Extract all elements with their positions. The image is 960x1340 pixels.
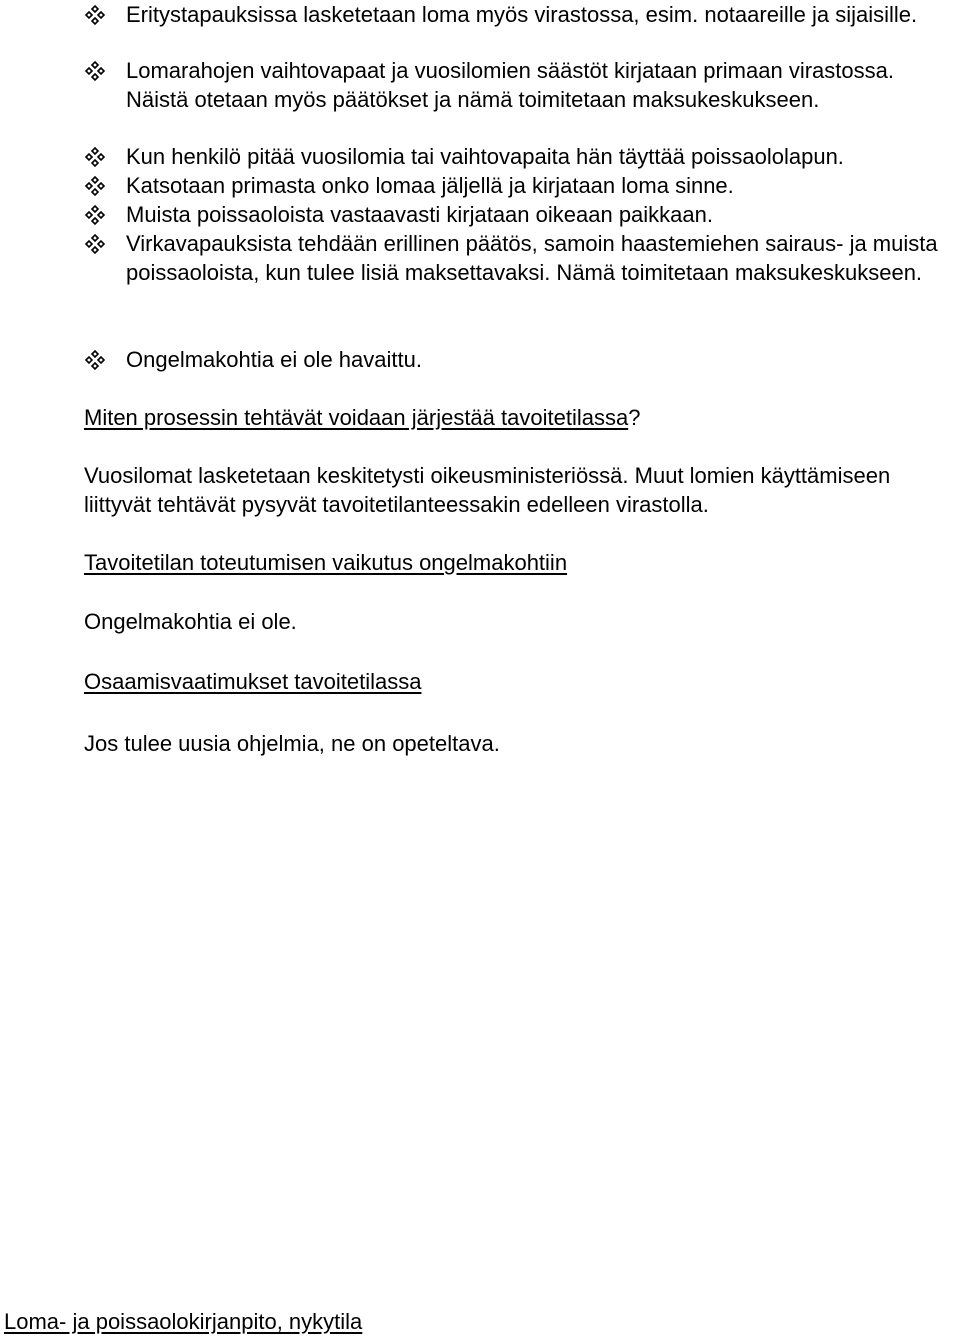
- bullet-text: Muista poissaoloista vastaavasti kirjataan oikeaan paikkaan.: [126, 202, 713, 227]
- bullet-text: Lomarahojen vaihtovapaat ja vuosilomien säästöt kirjataan primaan virastossa. Näistä otetaan myös päätökset ja nämä toimitetaan maksukeskukseen.: [126, 58, 894, 112]
- list-item: [84, 0, 944, 29]
- bullet-text: Eritystapauksissa lasketetaan loma myös virastossa, esim. notaareille ja sijaisille.: [126, 2, 918, 27]
- bullet-text: Ongelmakohtia ei ole havaittu.: [126, 347, 422, 372]
- bullet-text: Katsotaan primasta onko lomaa jäljellä ja kirjataan loma sinne.: [126, 173, 734, 198]
- four-diamond-bullet-icon: [84, 204, 106, 226]
- section-heading: Osaamisvaatimukset tavoitetilassa: [84, 669, 422, 694]
- bullet-text: Virkavapauksista tehdään erillinen päätös, samoin haastemiehen sairaus- ja muista poissaoloista, kun tulee lisiä maksettavaksi. Nämä toimitetaan maksukeskukseen.: [126, 231, 938, 285]
- four-diamond-bullet-icon: [84, 4, 106, 26]
- four-diamond-bullet-icon: [84, 233, 106, 255]
- four-diamond-bullet-icon: [84, 146, 106, 168]
- list-item: [84, 229, 944, 287]
- page-footer: Loma- ja poissaolokirjanpito, nykytila: [4, 1309, 363, 1334]
- list-item: [84, 56, 944, 114]
- four-diamond-bullet-icon: [84, 175, 106, 197]
- four-diamond-bullet-icon: [84, 60, 106, 82]
- list-item: [84, 142, 944, 171]
- section-body: Ongelmakohtia ei ole.: [84, 609, 297, 634]
- section-body: Jos tulee uusia ohjelmia, ne on opeteltava.: [84, 731, 500, 756]
- list-item: [84, 345, 944, 374]
- section-body: Vuosilomat lasketetaan keskitetysti oikeusministeriössä. Muut lomien käyttämiseen liittyvät tehtävät pysyvät tavoitetilanteessakin edelleen virastolla.: [84, 463, 891, 517]
- four-diamond-bullet-icon: [84, 349, 106, 371]
- list-item: [84, 200, 944, 229]
- section-heading-suffix: ?: [628, 405, 641, 430]
- section-heading: [84, 403, 640, 432]
- list-item: [84, 171, 944, 200]
- section-heading: Tavoitetilan toteutumisen vaikutus ongelmakohtiin: [84, 550, 568, 575]
- section-heading-text: Miten prosessin tehtävät voidaan järjestää tavoitetilassa: [84, 405, 629, 430]
- bullet-text: Kun henkilö pitää vuosilomia tai vaihtovapaita hän täyttää poissaololapun.: [126, 144, 844, 169]
